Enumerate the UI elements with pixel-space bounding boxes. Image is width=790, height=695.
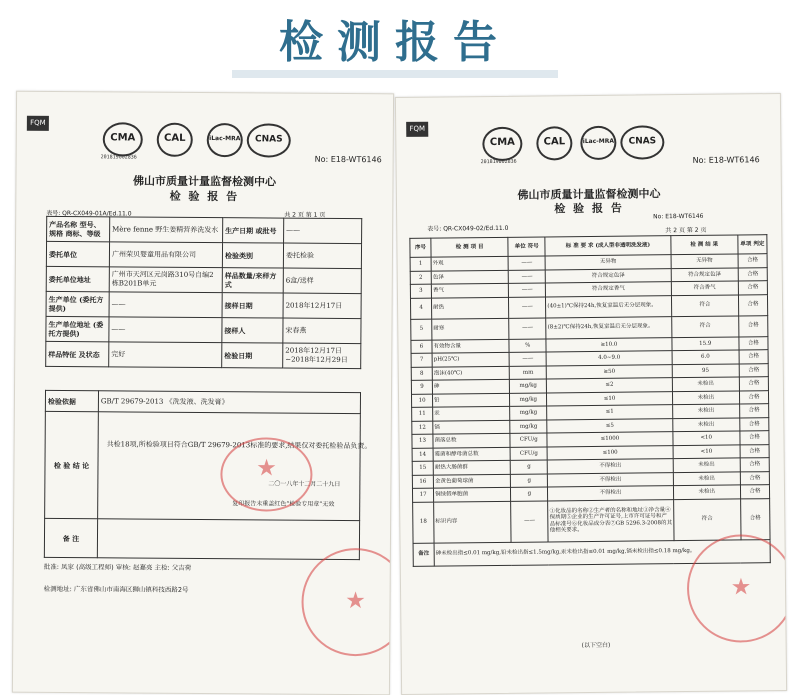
requirement: (8±2)℃保持24h,恢复室温后无分层现象。 (546, 316, 672, 338)
requirement: ①化妆品的名称②生产者的名称和地址③净含量④保质期⑤企业的生产许可证号,上市许可证号和产品标准号⑥化妆品成分表⑦GB 5296.3-2008的其他相关要求。 (548, 499, 674, 541)
row-number: 11 (412, 407, 433, 421)
info-row (46, 241, 361, 268)
unit: CFU/g (510, 446, 547, 460)
result: 未检出 (672, 390, 739, 404)
verdict: 合格 (739, 390, 768, 404)
ilac-mra-logo: iLac-MRA (207, 123, 243, 157)
result: 符合 (671, 315, 738, 337)
result: 6.0 (672, 350, 739, 364)
verdict: 合格 (740, 498, 770, 539)
column-header: 序号 (410, 238, 431, 257)
unit: —— (509, 283, 546, 297)
company-stamp-star-icon: ★ (731, 574, 751, 599)
result: 15.9 (672, 336, 739, 350)
verdict: 合格 (739, 363, 768, 377)
verdict: 合格 (740, 417, 769, 431)
unit: g (511, 487, 548, 501)
verdict: 合格 (739, 336, 768, 350)
requirement: 不得检出 (548, 459, 673, 474)
test-item: 泡沫(40℃) (432, 366, 509, 380)
unit: —— (508, 269, 545, 283)
stamp-date: 二〇一八年十二月二十九日 (268, 480, 341, 488)
org-name: 佛山市质量计量监督检测中心 (132, 174, 277, 189)
info-label: 生产单位 (委托方提供) (46, 291, 109, 316)
requirement: ≤2 (547, 378, 672, 393)
test-item: 镉 (433, 420, 510, 434)
column-header: 标 准 要 求 (成人型非透明洗发液) (545, 236, 671, 256)
requirement: 无异物 (545, 255, 670, 270)
official-stamp (220, 437, 313, 512)
conclusion-label: 检 验 结 论 (45, 411, 99, 518)
info-label: 产品名称 型号、规格 商标、等级 (47, 216, 110, 241)
requirement: ≤5 (547, 418, 672, 433)
org-name: 佛山市质量计量监督检测中心 (517, 187, 661, 202)
verdict: 合格 (740, 471, 769, 485)
info-value: —— (109, 292, 222, 318)
verdict: 合格 (739, 350, 768, 364)
row-number: 2 (410, 271, 431, 285)
unit: CFU/g (510, 433, 547, 447)
cal-logo: CAL (536, 126, 572, 160)
result: 未检出 (673, 471, 740, 485)
requirement: 符合规定色泽 (546, 268, 671, 283)
verdict: 合格 (739, 377, 768, 391)
verdict: 合格 (738, 294, 767, 315)
row-number: 8 (411, 367, 432, 381)
row-number: 17 (412, 488, 433, 502)
result: <10 (673, 431, 740, 445)
verdict: 合格 (739, 315, 768, 336)
row-number: 4 (410, 298, 431, 319)
result: 95 (672, 363, 739, 377)
row-number: 14 (412, 448, 433, 462)
unit: g (510, 460, 547, 474)
info-row (46, 316, 361, 343)
remark-label: 备注 (413, 543, 434, 566)
requirement: ≥50 (547, 364, 672, 379)
report-page-2 (395, 93, 787, 695)
verdict: 合格 (740, 444, 769, 458)
doc-title: 检 验 报 告 (554, 201, 624, 216)
column-header: 检 测 结 果 (671, 235, 738, 255)
test-item: 标识内容 (434, 501, 512, 543)
info-value: 委托检验 (283, 243, 361, 269)
info-value: —— (284, 218, 362, 244)
unit: mg/kg (510, 406, 547, 420)
unit: % (509, 338, 546, 352)
remark-value (97, 519, 359, 560)
basis-label: 检验依据 (45, 390, 98, 411)
info-label: 生产日期 或批号 (223, 218, 284, 243)
stamp-star-icon: ★ (257, 455, 276, 480)
page-banner (0, 0, 790, 88)
row-number: 10 (411, 394, 432, 408)
report-page-1 (12, 91, 394, 695)
page-indicator: 共 2 页 第 1 页 (284, 211, 326, 219)
test-item: 外观 (431, 256, 508, 270)
info-value: 6盒/送样 (283, 268, 361, 294)
result: 符合 (673, 498, 741, 540)
result: 未检出 (672, 404, 739, 418)
unit: g (511, 473, 548, 487)
verdict: 合格 (738, 281, 767, 295)
row-number: 6 (411, 340, 432, 354)
test-item: 砷 (432, 379, 509, 393)
doc-title: 检 验 报 告 (169, 189, 240, 204)
info-row (46, 266, 361, 293)
row-number: 16 (412, 475, 433, 489)
info-value: 2018年12月17日 ~2018年12月29日 (283, 343, 361, 369)
row-number: 1 (410, 257, 431, 271)
cma-logo: CMA (103, 122, 143, 156)
verdict: 合格 (739, 404, 768, 418)
remark-label: 备 注 (44, 518, 97, 557)
info-value: 广州荣贝婴童用品有限公司 (109, 242, 222, 268)
cert-number: 201819002836 (100, 154, 137, 161)
requirement: ≤1 (547, 405, 672, 420)
fqm-logo: FQM (27, 116, 49, 131)
info-label: 委托单位地址 (46, 266, 109, 291)
unit: —— (511, 500, 549, 541)
unit: —— (509, 317, 546, 338)
result: 符合规定色泽 (671, 267, 738, 281)
row-number: 5 (411, 319, 432, 340)
report-number-2: No: E18-WT6146 (653, 212, 704, 221)
conclusion-text: 共检18项,所检验项目符合GB/T 29679-2013标准的要求,结果仅对委托检验品负责。 (106, 440, 372, 451)
form-number: 表号: QR-CX049-02/Ed.11.0 (427, 224, 509, 233)
requirement: 不得检出 (548, 472, 673, 487)
unit: —— (508, 256, 545, 270)
row-number: 15 (412, 461, 433, 475)
info-label: 样品数量/来样方式 (222, 268, 283, 293)
report-number: No: E18-WT6146 (314, 154, 382, 165)
row-number: 7 (411, 353, 432, 367)
ilac-mra-logo: iLac-MRA (580, 126, 616, 160)
form-number: 表号: QR-CX049-01A/Ed.11.0 (46, 209, 132, 218)
info-label: 检验日期 (222, 343, 283, 368)
requirement: ≥10.0 (546, 337, 671, 352)
requirement: ≤1000 (547, 432, 672, 447)
result: 未检出 (673, 458, 740, 472)
info-value: 宋春燕 (283, 318, 361, 344)
test-item: 有效物含量 (432, 339, 509, 353)
row-number: 13 (412, 434, 433, 448)
result: 未检出 (672, 417, 739, 431)
test-item: 菌落总数 (433, 433, 510, 447)
column-header: 单项 判定 (738, 235, 767, 254)
test-item: 铜绿假单胞菌 (434, 487, 511, 501)
test-item: 铅 (433, 393, 510, 407)
unit: —— (509, 296, 546, 317)
unit: —— (509, 352, 546, 366)
info-label: 委托单位 (46, 241, 109, 266)
test-item: 色泽 (431, 270, 508, 284)
remark-value: 砷未检出指≤0.01 mg/kg,铅未检出指≤1.5mg/kg,汞未检出指≤0.01 mg/kg,镉未检出指≤0.18 mg/kg。 (434, 539, 770, 566)
info-value: Mère fenne 野生姜精营养洗发水 (110, 217, 223, 243)
requirement: 4.0~9.0 (546, 351, 671, 366)
cnas-logo: CNAS (247, 123, 291, 157)
basis-value: GB/T 29679-2013 《洗发液、洗发膏》 (98, 391, 360, 414)
table-row (413, 498, 770, 543)
info-value: 完好 (109, 342, 222, 368)
info-label: 接样人 (222, 318, 283, 343)
cal-logo: CAL (157, 123, 193, 157)
row-number: 9 (411, 380, 432, 394)
column-header: 检 测 项 目 (431, 237, 508, 257)
result: 符合 (671, 294, 738, 316)
unit: mg/kg (510, 379, 547, 393)
requirement: ≤100 (547, 445, 672, 460)
column-header: 单位 符号 (508, 237, 545, 256)
test-item: 耐热大肠菌群 (433, 460, 510, 474)
verdict: 合格 (740, 431, 769, 445)
verdict: 合格 (738, 267, 767, 281)
page-indicator: 共 2 页 第 2 页 (665, 226, 707, 235)
row-number: 12 (412, 421, 433, 435)
info-row (47, 216, 362, 243)
signature-line: 批准: 凤家 (高级工程师) 审核: 赵嘉亮 主检: 父吉荷 (43, 562, 192, 572)
result: 符合香气 (671, 281, 738, 295)
result: 未检出 (672, 377, 739, 391)
test-item: pH(25℃) (432, 352, 509, 366)
row-number: 18 (413, 502, 434, 543)
unit: mg/kg (510, 419, 547, 433)
info-row (46, 291, 361, 318)
result: 未检出 (673, 485, 740, 499)
info-label: 检验类别 (222, 243, 283, 268)
info-label: 接样日期 (222, 293, 283, 318)
requirement: 符合规定香气 (546, 282, 671, 297)
test-item: 耐热 (432, 297, 509, 319)
cert-number: 201819002836 (480, 158, 517, 166)
verdict: 合格 (740, 458, 769, 472)
page-title: 检测报告 (279, 17, 511, 68)
verdict: 合格 (738, 254, 767, 268)
company-stamp-star-icon: ★ (346, 588, 365, 613)
copy-note: 复印报告未重盖红色“检验专用章”无效 (232, 500, 335, 508)
blank-note: (以下空白) (581, 641, 611, 650)
test-address: 检测地址: 广东省佛山市南海区狮山镇科技西路2号 (43, 584, 189, 594)
test-item: 金黄色葡萄球菌 (433, 474, 510, 488)
requirement: ≤10 (547, 391, 672, 406)
info-value: 2018年12月17日 (283, 293, 361, 319)
test-results-table (409, 234, 770, 566)
test-item: 汞 (433, 406, 510, 420)
info-label: 样品特征 及状态 (46, 341, 109, 366)
row-number: 3 (410, 284, 431, 298)
result: 无异物 (671, 254, 738, 268)
requirement: (40±1)℃保持24h,恢复室温后无分层现象。 (546, 295, 672, 317)
unit: mm (509, 365, 546, 379)
test-item: 霉菌和酵母菌总数 (433, 447, 510, 461)
banner-underline (232, 70, 558, 78)
report-number: No: E18-WT6146 (692, 155, 760, 165)
test-item: 香气 (431, 283, 508, 297)
test-item: 耐寒 (432, 318, 509, 340)
result: <10 (673, 444, 740, 458)
unit: mg/kg (510, 392, 547, 406)
info-value: 广州市天河区元岗路310号自编2栋B201B单元 (109, 267, 222, 293)
company-stamp (301, 548, 394, 657)
cma-logo: CMA (482, 127, 522, 161)
verdict: 合格 (740, 485, 769, 499)
info-label: 生产单位地址 (委托方提供) (46, 316, 109, 341)
sample-info-table (45, 216, 362, 369)
company-stamp (686, 534, 787, 643)
cnas-logo: CNAS (620, 125, 664, 159)
requirement: 不得检出 (548, 486, 673, 501)
fqm-logo: FQM (406, 122, 428, 137)
info-value: —— (109, 317, 222, 343)
basis-conclusion-table (44, 390, 372, 560)
info-row (46, 341, 361, 368)
